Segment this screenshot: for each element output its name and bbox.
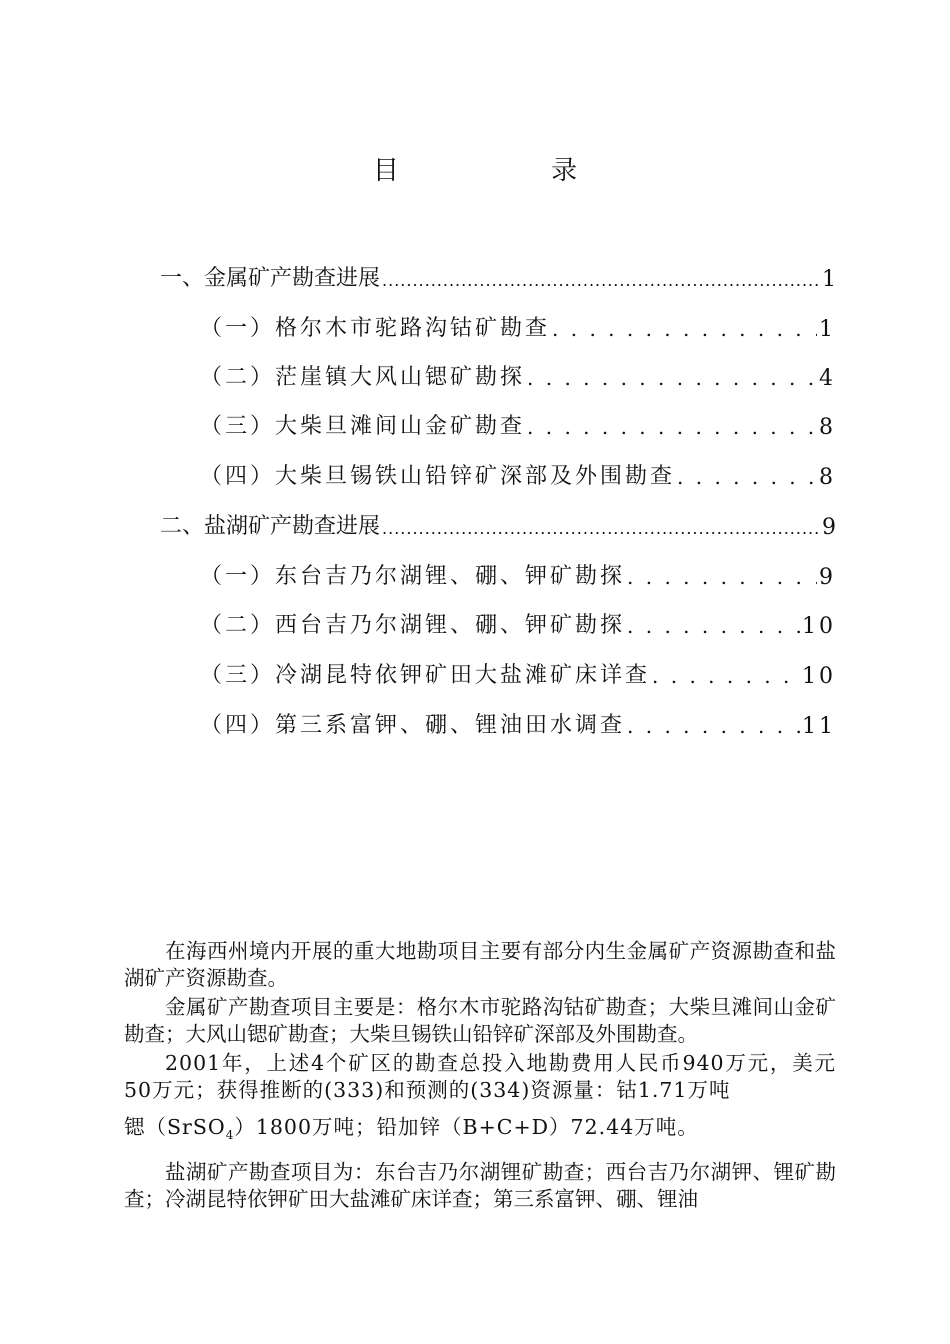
toc-leader-dots <box>627 565 817 590</box>
toc-entry-label: 二、盐湖矿产勘查进展 <box>160 514 381 539</box>
paragraph-metal-projects: 金属矿产勘查项目主要是：格尔木市驼路沟钴矿勘查；大柴旦滩间山金矿勘查；大风山锶矿勘查；大柴旦锡铁山铅锌矿深部及外围勘查。 <box>124 995 836 1046</box>
toc-entry-page: 1 <box>822 267 836 292</box>
page-title: 目 录 <box>372 156 650 186</box>
paragraph-salt-lake-projects: 盐湖矿产勘查项目为：东台吉乃尔湖锂矿勘查；西台吉乃尔湖钾、锂矿勘查；冷湖昆特依钾矿田大盐滩矿床详查；第三系富钾、硼、锂油 <box>124 1160 836 1212</box>
toc-entry-page: 10 <box>802 664 836 689</box>
formula-prefix: 锶（SrSO <box>124 1115 226 1139</box>
toc-entry[interactable] <box>200 450 836 490</box>
toc-leader-dots <box>552 317 817 342</box>
toc-entry-page: 8 <box>819 415 836 440</box>
toc-entry-label: （一）东台吉乃尔湖锂、硼、钾矿勘探 <box>200 564 626 589</box>
toc-leader-dots <box>527 366 817 391</box>
toc-leader-dots <box>677 465 817 490</box>
toc-entry-page: 1 <box>819 317 836 342</box>
toc-entry[interactable] <box>200 302 836 342</box>
toc-entry[interactable] <box>160 252 836 292</box>
body-text <box>124 938 836 1213</box>
toc-leader-dots <box>652 664 800 689</box>
toc-entry-page: 9 <box>819 565 836 590</box>
formula-subscript: 4 <box>225 1128 235 1143</box>
toc-entry-label: （二）茫崖镇大风山锶矿勘探 <box>200 365 526 390</box>
toc-entry-label: 一、金属矿产勘查进展 <box>160 266 381 291</box>
toc-entry-page: 10 <box>802 614 836 639</box>
toc-entry[interactable] <box>200 351 836 391</box>
toc-entry[interactable] <box>200 699 836 739</box>
toc-leader-dots <box>627 614 800 639</box>
toc-entry-page: 8 <box>819 465 836 490</box>
toc-entry[interactable] <box>200 649 836 689</box>
toc-entry[interactable] <box>200 400 836 440</box>
toc-entry-label: （三）冷湖昆特依钾矿田大盐滩矿床详查 <box>200 663 651 688</box>
resource-formula-line <box>124 1114 836 1149</box>
toc-entry-label: （二）西台吉乃尔湖锂、硼、钾矿勘探 <box>200 613 626 638</box>
toc-entry-label: （一）格尔木市驼路沟钴矿勘查 <box>200 316 551 341</box>
paragraph-intro: 在海西州境内开展的重大地勘项目主要有部分内生金属矿产资源勘查和盐湖矿产资源勘查。 <box>124 939 836 990</box>
paragraph-investment: 2001年，上述4个矿区的勘查总投入地勘费用人民币940万元，美元50万元；获得推断的(333)和预测的(334)资源量：钴1.71万吨 <box>124 1051 836 1102</box>
toc-entry[interactable] <box>200 599 836 639</box>
toc-entry[interactable] <box>200 550 836 590</box>
toc-entry-page: 11 <box>802 714 836 739</box>
toc-entry-label: （四）大柴旦锡铁山铅锌矿深部及外围勘查 <box>200 464 676 489</box>
toc-entry-page: 9 <box>822 515 836 540</box>
toc-leader-dots <box>627 714 800 739</box>
toc-entry-page: 4 <box>819 366 836 391</box>
toc-entry-label: （四）第三系富钾、硼、锂油田水调查 <box>200 713 626 738</box>
toc-entry[interactable] <box>160 500 836 540</box>
toc-entry-label: （三）大柴旦滩间山金矿勘查 <box>200 414 526 439</box>
toc-leader-dots <box>382 515 820 540</box>
toc-leader-dots <box>382 267 820 292</box>
toc-leader-dots <box>527 415 817 440</box>
formula-suffix: ）1800万吨；铅加锌（B+C+D）72.44万吨。 <box>234 1115 699 1139</box>
